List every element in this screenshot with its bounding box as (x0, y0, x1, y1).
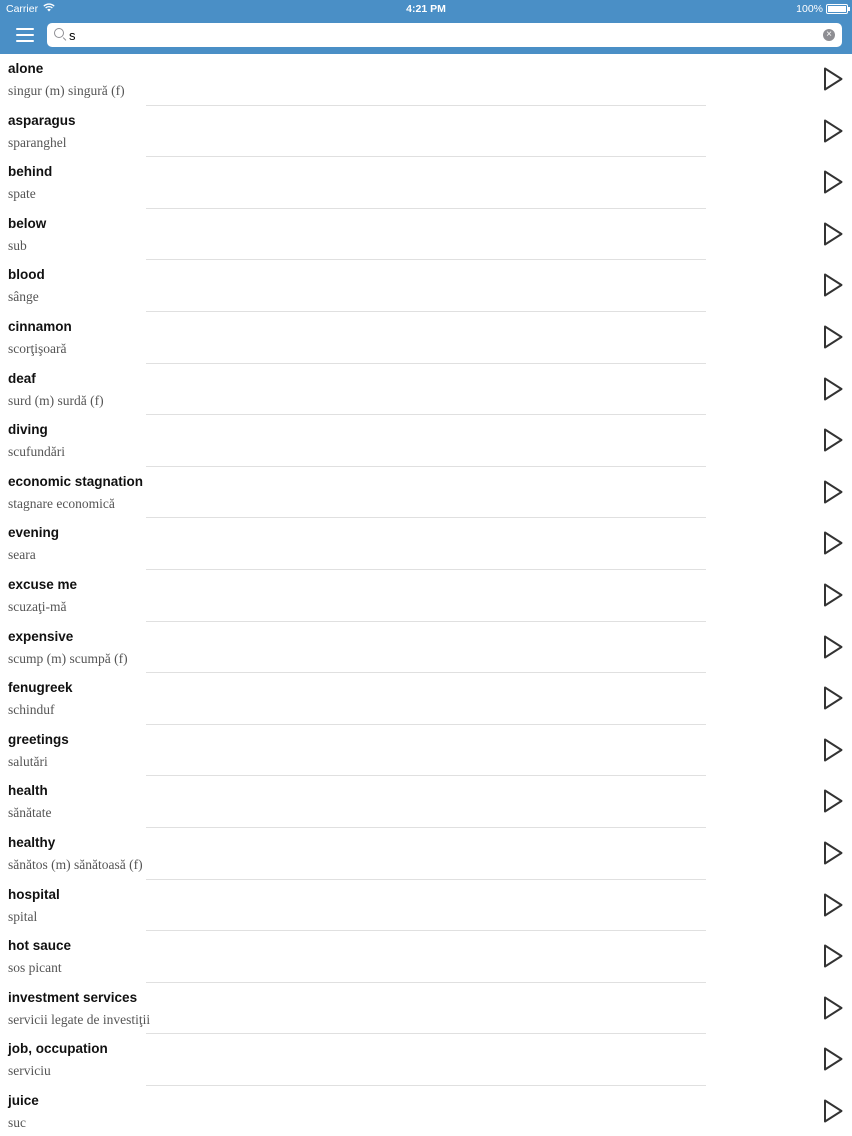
status-bar (0, 0, 852, 17)
english-term: healthy (8, 835, 56, 850)
list-item[interactable] (0, 518, 852, 570)
romanian-translation: suc (8, 1115, 26, 1130)
play-icon[interactable] (822, 169, 844, 195)
english-term: alone (8, 61, 44, 76)
play-icon[interactable] (822, 634, 844, 660)
play-icon[interactable] (822, 788, 844, 814)
list-item[interactable] (0, 880, 852, 932)
battery-icon (826, 4, 848, 14)
list-item[interactable] (0, 1034, 852, 1086)
list-item[interactable] (0, 776, 852, 828)
play-icon[interactable] (822, 1046, 844, 1072)
list-item[interactable] (0, 106, 852, 158)
play-icon[interactable] (822, 324, 844, 350)
clear-icon[interactable]: × (823, 29, 835, 41)
romanian-translation: schinduf (8, 702, 55, 718)
romanian-translation: sănătos (m) sănătoasă (f) (8, 857, 143, 872)
play-icon[interactable] (822, 840, 844, 866)
play-icon[interactable] (822, 427, 844, 453)
english-term: expensive (8, 628, 74, 644)
romanian-translation: seara (8, 547, 36, 563)
romanian-translation: servicii legate de investiţii (8, 1011, 151, 1027)
english-term: health (8, 783, 48, 799)
romanian-translation: scufundări (8, 444, 65, 460)
search-input[interactable] (69, 25, 809, 45)
list-item[interactable] (0, 931, 852, 983)
play-icon[interactable] (822, 118, 844, 144)
play-icon[interactable] (822, 685, 844, 711)
results-list (0, 54, 852, 1136)
play-icon[interactable] (822, 582, 844, 608)
english-term: deaf (8, 370, 36, 386)
play-icon[interactable] (822, 479, 844, 505)
carrier-label: Carrier (6, 3, 39, 15)
list-item[interactable] (0, 209, 852, 261)
play-icon[interactable] (822, 892, 844, 918)
romanian-translation: salutări (8, 753, 48, 769)
play-icon[interactable] (822, 272, 844, 298)
romanian-translation: singur (m) singură (f) (8, 83, 125, 98)
play-icon[interactable] (822, 376, 844, 402)
english-term: evening (8, 525, 60, 541)
english-term: job, occupation (8, 1041, 108, 1057)
navigation-bar (0, 0, 852, 54)
play-icon[interactable] (822, 530, 844, 556)
english-term: blood (8, 267, 45, 283)
play-icon[interactable] (822, 943, 844, 969)
play-icon[interactable] (822, 221, 844, 247)
english-term: economic stagnation (8, 473, 144, 489)
list-item[interactable] (0, 622, 852, 674)
romanian-translation: sânge (8, 289, 39, 305)
english-term: fenugreek (8, 680, 73, 696)
english-term: asparagus (8, 112, 76, 128)
list-item[interactable] (0, 983, 852, 1035)
english-term: greetings (8, 731, 69, 747)
romanian-translation: sparanghel (8, 134, 67, 150)
romanian-translation: scump (m) scumpă (f) (8, 650, 128, 666)
list-item[interactable] (0, 364, 852, 416)
play-icon[interactable] (822, 1098, 844, 1124)
play-icon[interactable] (822, 66, 844, 92)
play-icon[interactable] (822, 995, 844, 1021)
list-item[interactable] (0, 673, 852, 725)
english-term: excuse me (8, 577, 78, 592)
romanian-translation: spate (8, 186, 36, 202)
english-term: hospital (8, 886, 60, 902)
romanian-translation: sub (8, 237, 27, 253)
english-term: behind (8, 164, 53, 180)
list-item[interactable] (0, 157, 852, 209)
english-term: diving (8, 422, 48, 438)
english-term: below (8, 215, 47, 231)
english-term: hot sauce (8, 938, 72, 954)
list-item[interactable] (0, 570, 852, 622)
clock: 4:21 PM (406, 3, 446, 15)
list-item[interactable] (0, 467, 852, 519)
list-item[interactable] (0, 828, 852, 880)
list-item[interactable] (0, 312, 852, 364)
romanian-translation: sănătate (8, 805, 52, 821)
english-term: investment services (8, 989, 138, 1005)
hamburger-menu-icon[interactable] (16, 27, 36, 43)
search-bar[interactable] (47, 23, 842, 47)
romanian-translation: sos picant (8, 960, 62, 976)
list-item[interactable] (0, 54, 852, 106)
english-term: cinnamon (8, 319, 72, 334)
list-item[interactable] (0, 260, 852, 312)
romanian-translation: scorţişoară (8, 341, 67, 356)
play-icon[interactable] (822, 737, 844, 763)
search-icon (54, 28, 64, 38)
romanian-translation: spital (8, 908, 38, 924)
list-item[interactable] (0, 1086, 852, 1136)
romanian-translation: stagnare economică (8, 495, 115, 511)
battery-percent: 100% (796, 3, 823, 15)
english-term: juice (8, 1093, 39, 1108)
list-item[interactable] (0, 415, 852, 467)
romanian-translation: serviciu (8, 1063, 51, 1079)
romanian-translation: surd (m) surdă (f) (8, 392, 104, 408)
romanian-translation: scuzaţi-mă (8, 599, 67, 614)
list-item[interactable] (0, 725, 852, 777)
